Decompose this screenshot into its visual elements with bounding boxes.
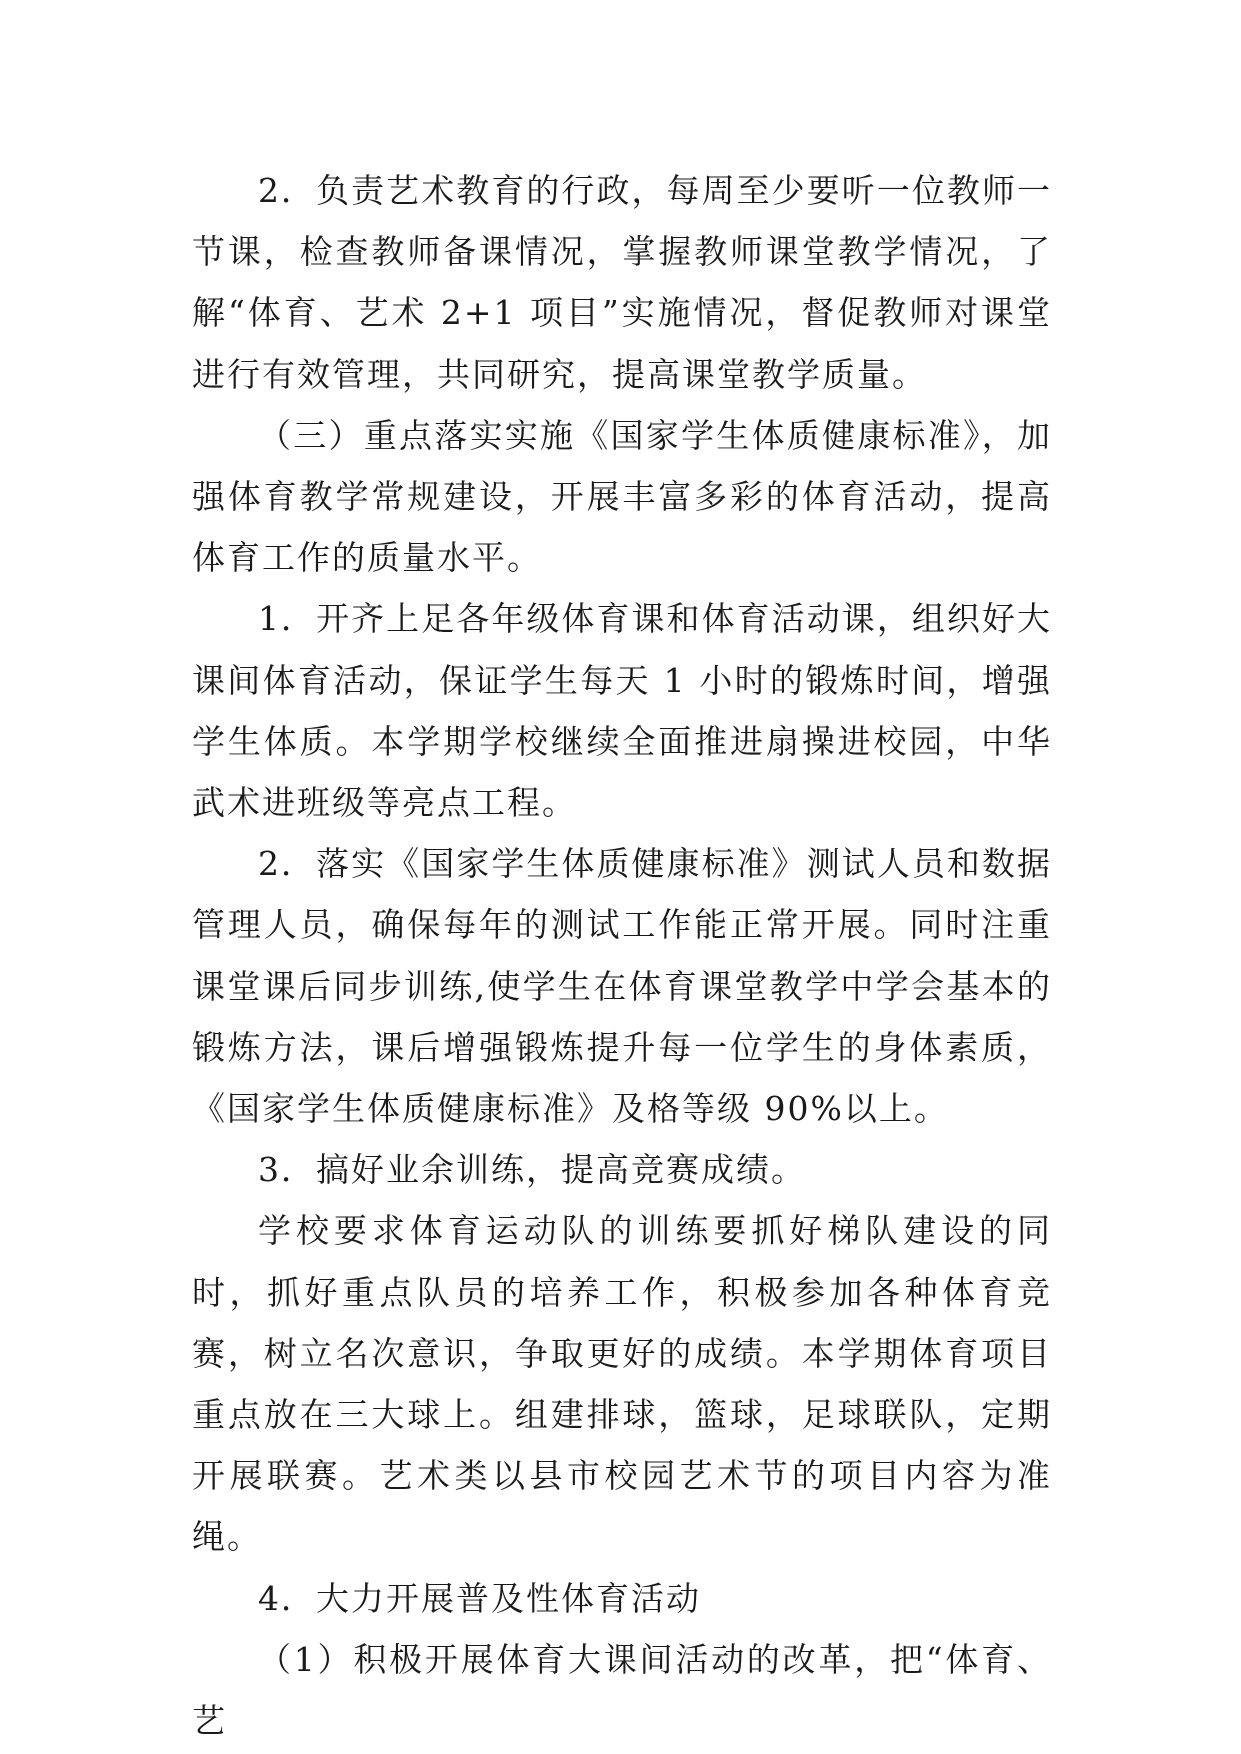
paragraph-section-three-heading: （三）重点落实实施《国家学生体质健康标准》，加强体育教学常规建设，开展丰富多彩的体育活动，提高体育工作的质量水平。 <box>192 415 1052 578</box>
paragraph-recess-reform: （1）积极开展体育大课间活动的改革，把“体育、艺 <box>192 1639 1052 1741</box>
paragraph-art-admin-supervision: 2．负责艺术教育的行政，每周至少要听一位教师一节课，检查教师备课情况，掌握教师课堂教学情况，了解“体育、艺术 2+1 项目”实施情况，督促教师对课堂进行有效管理，共同研究，提高课堂教学质量。 <box>192 171 1052 394</box>
paragraph-popular-activities-heading: 4．大力开展普及性体育活动 <box>258 1578 701 1618</box>
paragraph-pe-classes: 1．开齐上足各年级体育课和体育活动课，组织好大课间体育活动，保证学生每天 1 小时的锻炼时间，增强学生体质。本学期学校继续全面推进扇操进校园，中华武术进班级等亮点工程。 <box>192 599 1052 823</box>
paragraph-health-standard-testing: 2．落实《国家学生体质健康标准》测试人员和数据管理人员，确保每年的测试工作能正常开展。同时注重课堂课后同步训练,使学生在体育课堂教学中学会基本的锻炼方法，课后增强锻炼提升每一位学生的身体素质，《国家学生体质健康标准》及格等级 90%以上。 <box>192 844 1052 1129</box>
paragraph-sports-team-training: 学校要求体育运动队的训练要抓好梯队建设的同时，抓好重点队员的培养工作，积极参加各种体育竞赛，树立名次意识，争取更好的成绩。本学期体育项目重点放在三大球上。组建排球，篮球，足球联队，定期开展联赛。艺术类以县市校园艺术节的项目内容为准绳。 <box>192 1211 1052 1557</box>
document-body <box>192 160 1052 1751</box>
paragraph-amateur-training-heading: 3．搞好业余训练，提高竞赛成绩。 <box>258 1150 806 1190</box>
